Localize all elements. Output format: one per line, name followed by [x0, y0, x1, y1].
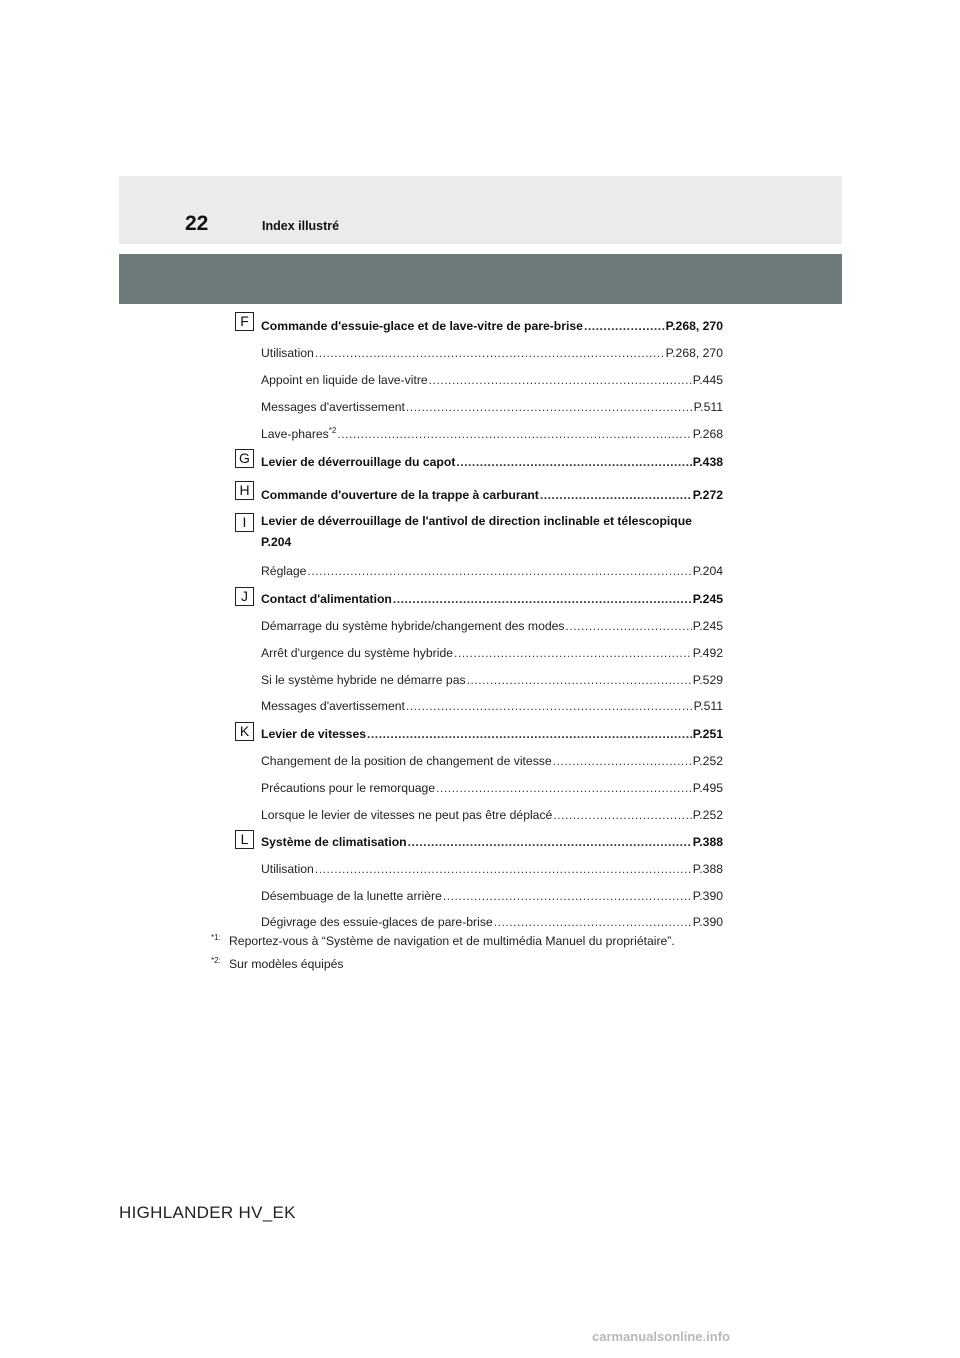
- footnote-mark-text: *2:: [211, 955, 221, 965]
- entry-label: [261, 427, 337, 441]
- index-subentry[interactable]: [261, 369, 723, 387]
- entry-page-ref: P.388: [692, 835, 723, 849]
- entry-page-ref: P.511: [693, 699, 723, 713]
- footnote-1: [211, 934, 675, 948]
- watermark: carmanualsonline.info: [592, 1329, 730, 1344]
- dot-leader: [454, 646, 692, 660]
- dot-leader: [408, 835, 692, 849]
- footnote-mark: [211, 957, 229, 971]
- footnote-ref: *2: [328, 425, 337, 435]
- index-entry-fuel-door[interactable]: [261, 484, 723, 502]
- dot-leader: [566, 619, 692, 633]
- letter-box-i: I: [235, 513, 254, 532]
- dot-leader: [553, 808, 691, 822]
- entry-page-ref: P.245: [692, 619, 723, 633]
- entry-label: Si le système hybride ne démarre pas: [261, 673, 466, 687]
- letter-box-f: F: [235, 312, 254, 331]
- entry-label: Réglage: [261, 564, 307, 578]
- index-subentry[interactable]: [261, 695, 723, 713]
- dot-leader: [307, 564, 691, 578]
- dot-leader: [494, 915, 692, 929]
- index-entry-power-switch[interactable]: [261, 588, 723, 606]
- entry-page-ref: P.204: [692, 564, 723, 578]
- index-subentry[interactable]: [261, 342, 723, 360]
- entry-label: Contact d'alimentation: [261, 592, 392, 606]
- index-subentry[interactable]: [261, 615, 723, 633]
- index-entry-hood-release[interactable]: [261, 451, 723, 469]
- entry-label: Dégivrage des essuie-glaces de pare-brise: [261, 915, 493, 929]
- index-entry-climate-control[interactable]: [261, 831, 723, 849]
- footnote-2: [211, 957, 344, 971]
- entry-label-text: Lave-phares: [261, 427, 329, 441]
- letter-box-k: K: [235, 722, 254, 741]
- entry-label: Système de climatisation: [261, 835, 407, 849]
- index-subentry[interactable]: [261, 911, 723, 929]
- index-subentry[interactable]: [261, 858, 723, 876]
- index-entry-shift-lever[interactable]: [261, 723, 723, 741]
- entry-label: Lorsque le levier de vitesses ne peut pas être déplacé: [261, 808, 553, 822]
- entry-label: Messages d'avertissement: [261, 400, 405, 414]
- entry-label: Démarrage du système hybride/changement des modes: [261, 619, 565, 633]
- entry-page-ref: P.252: [692, 754, 723, 768]
- footnote-mark: [211, 934, 229, 948]
- index-subentry[interactable]: [261, 423, 723, 441]
- entry-page-ref: P.268: [692, 427, 723, 441]
- model-code: HIGHLANDER HV_EK: [119, 1203, 296, 1222]
- entry-page-ref: P.268, 270: [665, 346, 723, 360]
- entry-page-ref: P.511: [693, 400, 723, 414]
- entry-page-ref: P.252: [692, 808, 723, 822]
- dot-leader: [456, 455, 691, 469]
- entry-label: Utilisation: [261, 346, 314, 360]
- index-subentry[interactable]: [261, 669, 723, 687]
- dot-leader: [406, 699, 693, 713]
- footnote-text: Reportez-vous à “Système de navigation et de multimédia Manuel du propriétaire”.: [229, 934, 675, 948]
- letter-box-j: J: [235, 587, 254, 606]
- entry-label: Arrêt d'urgence du système hybride: [261, 646, 454, 660]
- entry-page-ref: P.388: [692, 862, 723, 876]
- footnote-text: Sur modèles équipés: [229, 957, 344, 971]
- entry-page-ref: P.492: [692, 646, 723, 660]
- entry-page-ref: P.272: [692, 488, 723, 502]
- entry-label: Utilisation: [261, 862, 314, 876]
- page-number: 22: [185, 212, 209, 235]
- entry-label: Commande d'ouverture de la trappe à carburant: [261, 488, 539, 502]
- letter-box-h: H: [235, 481, 254, 500]
- index-subentry[interactable]: [261, 777, 723, 795]
- letter-box-l: L: [235, 830, 254, 849]
- dot-leader: [337, 427, 691, 441]
- dot-leader: [553, 754, 692, 768]
- index-entry-wiper-switch[interactable]: [261, 315, 723, 333]
- index-subentry[interactable]: [261, 750, 723, 768]
- entry-page-ref: P.390: [692, 889, 723, 903]
- entry-label: Messages d'avertissement: [261, 699, 405, 713]
- footnote-mark-text: *1:: [211, 932, 221, 942]
- index-entry-steering-lock-line2[interactable]: P.204: [261, 535, 292, 549]
- letter-box-g: G: [235, 449, 254, 468]
- dot-leader: [315, 862, 692, 876]
- dot-leader: [436, 781, 692, 795]
- entry-page-ref: P.390: [692, 915, 723, 929]
- entry-page-ref: P.268, 270: [665, 319, 723, 333]
- entry-label: Changement de la position de changement de vitesse: [261, 754, 552, 768]
- index-subentry[interactable]: [261, 885, 723, 903]
- dot-leader: [443, 889, 692, 903]
- entry-label: Précautions pour le remorquage: [261, 781, 436, 795]
- dot-leader: [540, 488, 692, 502]
- entry-page-ref: P.529: [692, 673, 723, 687]
- dot-leader: [467, 673, 692, 687]
- index-subentry[interactable]: [261, 396, 723, 414]
- entry-page-ref: P.245: [692, 592, 723, 606]
- dot-leader: [393, 592, 692, 606]
- entry-label: Levier de vitesses: [261, 727, 367, 741]
- index-subentry[interactable]: [261, 560, 723, 578]
- dot-leader: [315, 346, 665, 360]
- entry-page-ref: P.495: [692, 781, 723, 795]
- entry-label: Commande d'essuie-glace et de lave-vitre de pare-brise: [261, 319, 583, 333]
- index-subentry[interactable]: [261, 804, 723, 822]
- entry-label: Appoint en liquide de lave-vitre: [261, 373, 428, 387]
- entry-page-ref: P.438: [692, 455, 723, 469]
- entry-label: Levier de déverrouillage du capot: [261, 455, 456, 469]
- dot-leader: [429, 373, 692, 387]
- entry-label: Désembuage de la lunette arrière: [261, 889, 442, 903]
- dot-leader: [406, 400, 693, 414]
- dot-leader: [584, 319, 665, 333]
- entry-page-ref: P.445: [692, 373, 723, 387]
- section-title: Index illustré: [262, 219, 340, 233]
- entry-page-ref: P.251: [692, 727, 723, 741]
- index-subentry[interactable]: [261, 642, 723, 660]
- dot-leader: [367, 727, 692, 741]
- index-entry-steering-lock-line1[interactable]: Levier de déverrouillage de l'antivol de direction inclinable et télescopique: [261, 514, 692, 528]
